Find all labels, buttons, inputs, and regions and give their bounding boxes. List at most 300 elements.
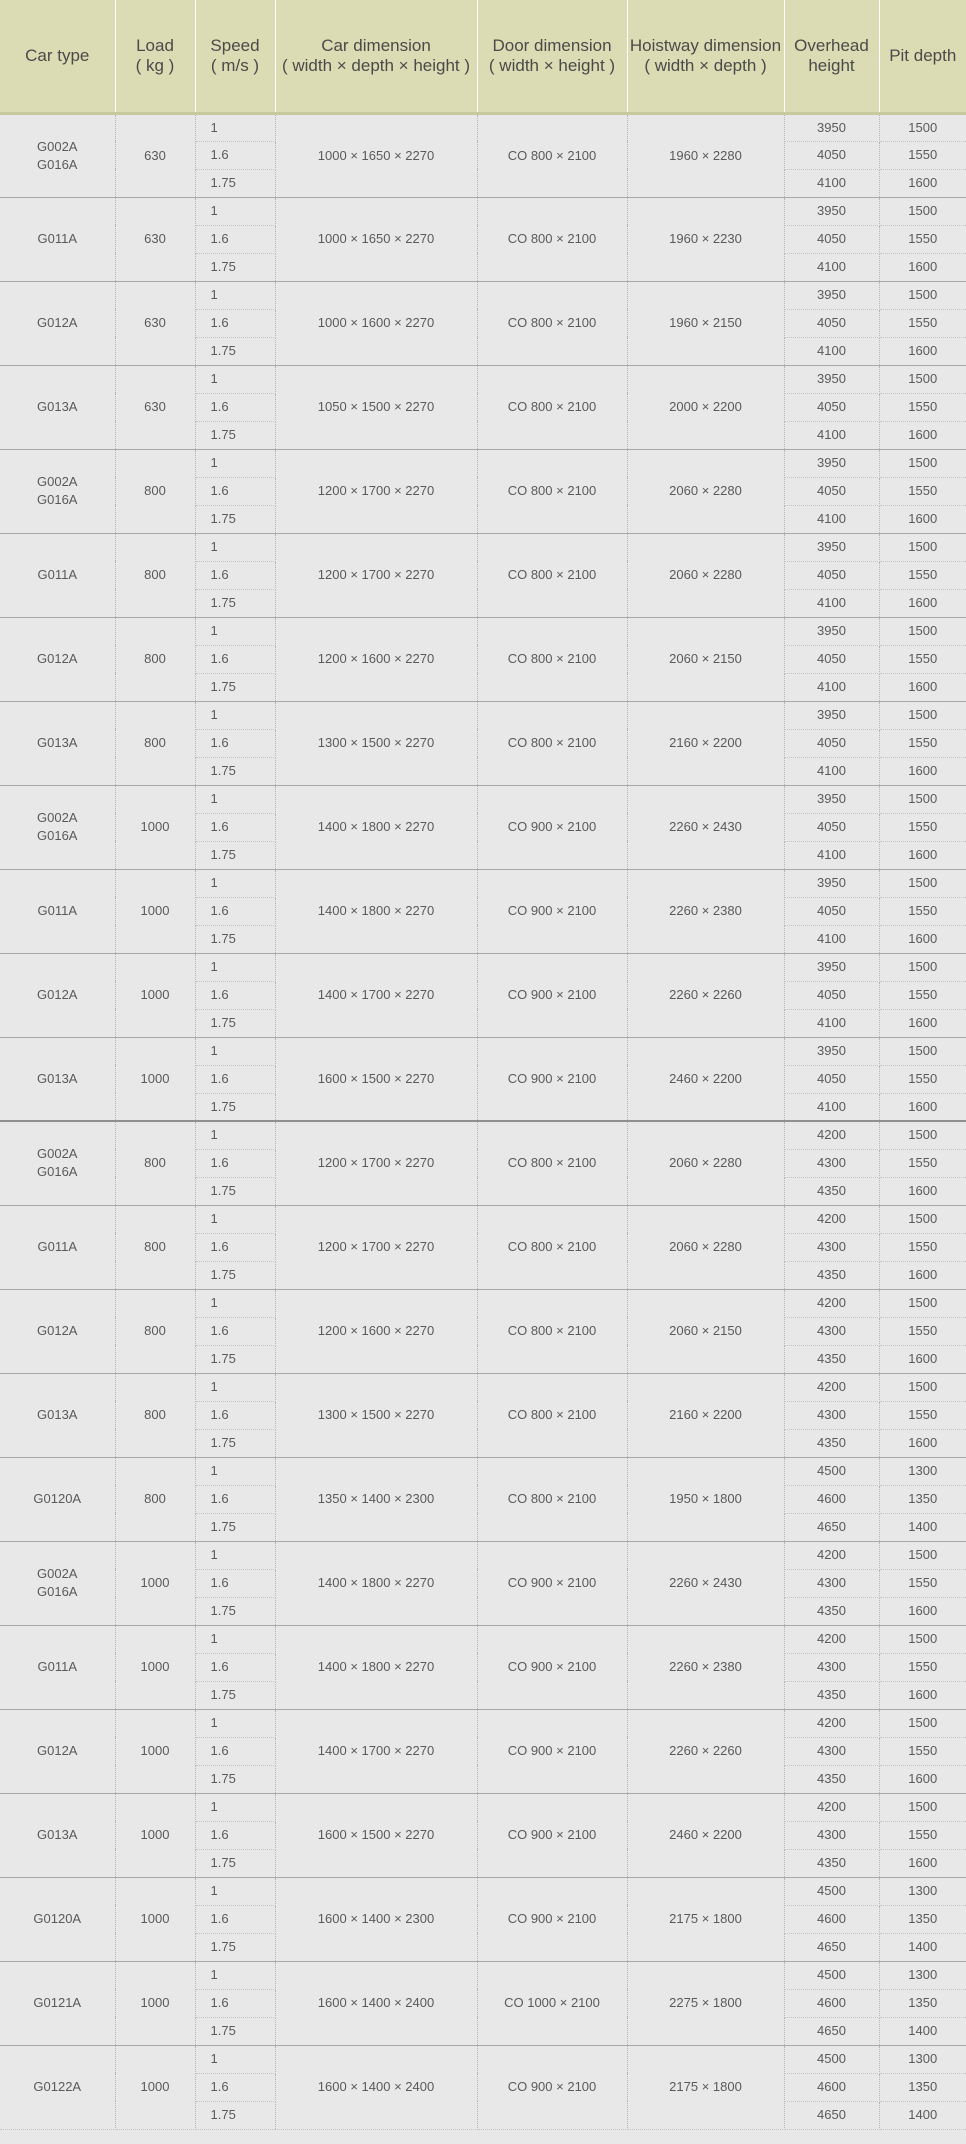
car-type-cell: G011A: [0, 533, 115, 617]
speed-cell: 1: [195, 701, 275, 729]
col-header-speed: Speed ( m/s ): [195, 0, 275, 113]
door-dimension-cell: CO 800 × 2100: [477, 1205, 627, 1289]
header-row: [0, 0, 966, 113]
car-dimension-cell: 1200 × 1700 × 2270: [275, 1205, 477, 1289]
pit-depth-cell: 1550: [879, 477, 966, 505]
pit-depth-cell: 1300: [879, 2045, 966, 2073]
load-cell: 800: [115, 617, 195, 701]
pit-depth-cell: 1600: [879, 337, 966, 365]
pit-depth-cell: 1600: [879, 589, 966, 617]
speed-cell: 1: [195, 953, 275, 981]
overhead-height-cell: 3950: [784, 365, 879, 393]
car-dimension-cell: 1400 × 1800 × 2270: [275, 1541, 477, 1625]
door-dimension-cell: CO 800 × 2100: [477, 113, 627, 197]
load-cell: 1000: [115, 785, 195, 869]
hoistway-dimension-cell: 2000 × 2200: [627, 365, 784, 449]
speed-cell: 1.6: [195, 141, 275, 169]
overhead-height-cell: 4300: [784, 1569, 879, 1597]
overhead-height-cell: 4350: [784, 1765, 879, 1793]
load-cell: 630: [115, 365, 195, 449]
car-dimension-cell: 1200 × 1600 × 2270: [275, 617, 477, 701]
pit-depth-cell: 1600: [879, 1345, 966, 1373]
overhead-height-cell: 4100: [784, 169, 879, 197]
speed-cell: 1: [195, 281, 275, 309]
load-cell: 1000: [115, 953, 195, 1037]
speed-cell: 1.6: [195, 1821, 275, 1849]
table-row: [0, 1625, 966, 1653]
speed-cell: 1: [195, 1457, 275, 1485]
pit-depth-cell: 1500: [879, 1121, 966, 1149]
speed-cell: 1: [195, 1793, 275, 1821]
door-dimension-cell: CO 800 × 2100: [477, 533, 627, 617]
overhead-height-cell: 3950: [784, 281, 879, 309]
speed-cell: 1.75: [195, 337, 275, 365]
hoistway-dimension-cell: 2260 × 2380: [627, 1625, 784, 1709]
overhead-height-cell: 4350: [784, 1177, 879, 1205]
speed-cell: 1.6: [195, 1233, 275, 1261]
car-type-cell: G012A: [0, 1289, 115, 1373]
pit-depth-cell: 1550: [879, 1317, 966, 1345]
table-row: [0, 1877, 966, 1905]
car-type-cell: G013A: [0, 1037, 115, 1121]
hoistway-dimension-cell: 2060 × 2150: [627, 1289, 784, 1373]
pit-depth-cell: 1550: [879, 813, 966, 841]
hoistway-dimension-cell: 2260 × 2260: [627, 953, 784, 1037]
pit-depth-cell: 1500: [879, 197, 966, 225]
car-type-cell: G002A G016A: [0, 1541, 115, 1625]
pit-depth-cell: 1600: [879, 1177, 966, 1205]
overhead-height-cell: 4100: [784, 1093, 879, 1121]
overhead-height-cell: 4200: [784, 1625, 879, 1653]
car-type-cell: G012A: [0, 1709, 115, 1793]
car-dimension-cell: 1600 × 1500 × 2270: [275, 1037, 477, 1121]
speed-cell: 1: [195, 365, 275, 393]
car-type-cell: G002A G016A: [0, 449, 115, 533]
speed-cell: 1.6: [195, 1317, 275, 1345]
speed-cell: 1.6: [195, 393, 275, 421]
pit-depth-cell: 1550: [879, 393, 966, 421]
pit-depth-cell: 1500: [879, 1709, 966, 1737]
speed-cell: 1.75: [195, 505, 275, 533]
speed-cell: 1.6: [195, 1485, 275, 1513]
overhead-height-cell: 4350: [784, 1681, 879, 1709]
speed-cell: 1: [195, 1037, 275, 1065]
overhead-height-cell: 4350: [784, 1849, 879, 1877]
pit-depth-cell: 1400: [879, 1513, 966, 1541]
speed-cell: 1: [195, 1373, 275, 1401]
pit-depth-cell: 1550: [879, 1401, 966, 1429]
overhead-height-cell: 4050: [784, 225, 879, 253]
pit-depth-cell: 1600: [879, 1429, 966, 1457]
speed-cell: 1.75: [195, 589, 275, 617]
speed-cell: 1: [195, 1541, 275, 1569]
pit-depth-cell: 1550: [879, 981, 966, 1009]
hoistway-dimension-cell: 2460 × 2200: [627, 1037, 784, 1121]
pit-depth-cell: 1550: [879, 1821, 966, 1849]
pit-depth-cell: 1500: [879, 533, 966, 561]
pit-depth-cell: 1500: [879, 1205, 966, 1233]
table-row: [0, 1037, 966, 1065]
speed-cell: 1.75: [195, 1681, 275, 1709]
overhead-height-cell: 4050: [784, 645, 879, 673]
pit-depth-cell: 1600: [879, 253, 966, 281]
overhead-height-cell: 4100: [784, 757, 879, 785]
speed-cell: 1.75: [195, 1177, 275, 1205]
load-cell: 1000: [115, 1037, 195, 1121]
door-dimension-cell: CO 800 × 2100: [477, 701, 627, 785]
overhead-height-cell: 4100: [784, 253, 879, 281]
car-dimension-cell: 1600 × 1400 × 2400: [275, 2045, 477, 2129]
door-dimension-cell: CO 800 × 2100: [477, 1457, 627, 1541]
speed-cell: 1.6: [195, 1569, 275, 1597]
overhead-height-cell: 4300: [784, 1317, 879, 1345]
door-dimension-cell: CO 800 × 2100: [477, 617, 627, 701]
car-dimension-cell: 1000 × 1650 × 2270: [275, 113, 477, 197]
overhead-height-cell: 4350: [784, 1345, 879, 1373]
pit-depth-cell: 1600: [879, 1009, 966, 1037]
speed-cell: 1.75: [195, 1009, 275, 1037]
table-row: [0, 1541, 966, 1569]
overhead-height-cell: 4200: [784, 1373, 879, 1401]
speed-cell: 1.6: [195, 1149, 275, 1177]
load-cell: 800: [115, 449, 195, 533]
overhead-height-cell: 3950: [784, 197, 879, 225]
overhead-height-cell: 4200: [784, 1205, 879, 1233]
col-header-hoistway-dimension: Hoistway dimension ( width × depth ): [627, 0, 784, 113]
overhead-height-cell: 4300: [784, 1149, 879, 1177]
pit-depth-cell: 1500: [879, 953, 966, 981]
load-cell: 630: [115, 197, 195, 281]
speed-cell: 1.75: [195, 421, 275, 449]
overhead-height-cell: 4050: [784, 1065, 879, 1093]
table-row: [0, 365, 966, 393]
table-row: [0, 1961, 966, 1989]
speed-cell: 1.6: [195, 1989, 275, 2017]
overhead-height-cell: 4650: [784, 2017, 879, 2045]
hoistway-dimension-cell: 2460 × 2200: [627, 1793, 784, 1877]
overhead-height-cell: 4650: [784, 1513, 879, 1541]
speed-cell: 1.75: [195, 1345, 275, 1373]
speed-cell: 1: [195, 197, 275, 225]
door-dimension-cell: CO 800 × 2100: [477, 365, 627, 449]
hoistway-dimension-cell: 1960 × 2230: [627, 197, 784, 281]
car-type-cell: G011A: [0, 869, 115, 953]
pit-depth-cell: 1600: [879, 1765, 966, 1793]
overhead-height-cell: 4100: [784, 841, 879, 869]
pit-depth-cell: 1350: [879, 1485, 966, 1513]
door-dimension-cell: CO 900 × 2100: [477, 785, 627, 869]
pit-depth-cell: 1500: [879, 1625, 966, 1653]
speed-cell: 1.75: [195, 1513, 275, 1541]
pit-depth-cell: 1500: [879, 281, 966, 309]
table-row: [0, 113, 966, 141]
pit-depth-cell: 1600: [879, 673, 966, 701]
overhead-height-cell: 4050: [784, 813, 879, 841]
pit-depth-cell: 1350: [879, 1989, 966, 2017]
load-cell: 800: [115, 533, 195, 617]
overhead-height-cell: 4050: [784, 981, 879, 1009]
load-cell: 1000: [115, 869, 195, 953]
pit-depth-cell: 1550: [879, 645, 966, 673]
table-row: [0, 1121, 966, 1149]
car-dimension-cell: 1000 × 1600 × 2270: [275, 281, 477, 365]
car-dimension-cell: 1200 × 1600 × 2270: [275, 1289, 477, 1373]
overhead-height-cell: 4100: [784, 925, 879, 953]
overhead-height-cell: 4100: [784, 673, 879, 701]
speed-cell: 1: [195, 113, 275, 141]
car-type-cell: G013A: [0, 365, 115, 449]
table-row: [0, 1205, 966, 1233]
load-cell: 800: [115, 1289, 195, 1373]
overhead-height-cell: 4500: [784, 2045, 879, 2073]
car-type-cell: G002A G016A: [0, 113, 115, 197]
car-type-cell: G0121A: [0, 1961, 115, 2045]
speed-cell: 1: [195, 1625, 275, 1653]
col-header-pit-depth: Pit depth: [879, 0, 966, 113]
door-dimension-cell: CO 900 × 2100: [477, 953, 627, 1037]
speed-cell: 1.75: [195, 1597, 275, 1625]
pit-depth-cell: 1500: [879, 1373, 966, 1401]
speed-cell: 1.6: [195, 477, 275, 505]
pit-depth-cell: 1500: [879, 1289, 966, 1317]
pit-depth-cell: 1600: [879, 1597, 966, 1625]
pit-depth-cell: 1600: [879, 925, 966, 953]
hoistway-dimension-cell: 2060 × 2280: [627, 449, 784, 533]
speed-cell: 1.6: [195, 897, 275, 925]
table-row: [0, 869, 966, 897]
load-cell: 1000: [115, 1541, 195, 1625]
overhead-height-cell: 4650: [784, 2101, 879, 2129]
door-dimension-cell: CO 900 × 2100: [477, 2045, 627, 2129]
car-dimension-cell: 1050 × 1500 × 2270: [275, 365, 477, 449]
car-dimension-cell: 1600 × 1500 × 2270: [275, 1793, 477, 1877]
load-cell: 800: [115, 701, 195, 785]
pit-depth-cell: 1550: [879, 1737, 966, 1765]
hoistway-dimension-cell: 2275 × 1800: [627, 1961, 784, 2045]
speed-cell: 1: [195, 617, 275, 645]
speed-cell: 1.75: [195, 1093, 275, 1121]
overhead-height-cell: 4300: [784, 1653, 879, 1681]
speed-cell: 1.6: [195, 225, 275, 253]
load-cell: 800: [115, 1457, 195, 1541]
overhead-height-cell: 3950: [784, 617, 879, 645]
pit-depth-cell: 1300: [879, 1457, 966, 1485]
car-type-cell: G012A: [0, 281, 115, 365]
car-dimension-cell: 1300 × 1500 × 2270: [275, 701, 477, 785]
overhead-height-cell: 3950: [784, 869, 879, 897]
speed-cell: 1.6: [195, 1065, 275, 1093]
door-dimension-cell: CO 900 × 2100: [477, 1709, 627, 1793]
pit-depth-cell: 1500: [879, 785, 966, 813]
speed-cell: 1.75: [195, 169, 275, 197]
overhead-height-cell: 4050: [784, 729, 879, 757]
door-dimension-cell: CO 900 × 2100: [477, 1793, 627, 1877]
load-cell: 800: [115, 1373, 195, 1457]
speed-cell: 1.6: [195, 981, 275, 1009]
pit-depth-cell: 1550: [879, 897, 966, 925]
speed-cell: 1: [195, 1289, 275, 1317]
overhead-height-cell: 4200: [784, 1289, 879, 1317]
speed-cell: 1.6: [195, 561, 275, 589]
car-type-cell: G013A: [0, 1793, 115, 1877]
overhead-height-cell: 4600: [784, 2073, 879, 2101]
car-dimension-cell: 1600 × 1400 × 2300: [275, 1877, 477, 1961]
speed-cell: 1: [195, 1709, 275, 1737]
speed-cell: 1: [195, 1961, 275, 1989]
pit-depth-cell: 1500: [879, 869, 966, 897]
overhead-height-cell: 4500: [784, 1961, 879, 1989]
pit-depth-cell: 1500: [879, 701, 966, 729]
overhead-height-cell: 4300: [784, 1233, 879, 1261]
overhead-height-cell: 4100: [784, 505, 879, 533]
door-dimension-cell: CO 800 × 2100: [477, 1373, 627, 1457]
car-dimension-cell: 1200 × 1700 × 2270: [275, 1121, 477, 1205]
door-dimension-cell: CO 800 × 2100: [477, 1289, 627, 1373]
pit-depth-cell: 1550: [879, 561, 966, 589]
table-body: [0, 113, 966, 2129]
overhead-height-cell: 3950: [784, 785, 879, 813]
hoistway-dimension-cell: 2175 × 1800: [627, 2045, 784, 2129]
speed-cell: 1.75: [195, 1261, 275, 1289]
overhead-height-cell: 4600: [784, 1989, 879, 2017]
col-header-overhead-height: Overhead height: [784, 0, 879, 113]
car-type-cell: G011A: [0, 1205, 115, 1289]
car-type-cell: G0122A: [0, 2045, 115, 2129]
pit-depth-cell: 1550: [879, 1065, 966, 1093]
table-row: [0, 701, 966, 729]
pit-depth-cell: 1600: [879, 1681, 966, 1709]
car-type-cell: G011A: [0, 1625, 115, 1709]
overhead-height-cell: 4050: [784, 477, 879, 505]
overhead-height-cell: 4500: [784, 1457, 879, 1485]
speed-cell: 1.6: [195, 1401, 275, 1429]
table-row: [0, 785, 966, 813]
pit-depth-cell: 1600: [879, 1261, 966, 1289]
hoistway-dimension-cell: 2160 × 2200: [627, 1373, 784, 1457]
overhead-height-cell: 4050: [784, 897, 879, 925]
overhead-height-cell: 4100: [784, 337, 879, 365]
table-row: [0, 533, 966, 561]
hoistway-dimension-cell: 2260 × 2430: [627, 1541, 784, 1625]
pit-depth-cell: 1300: [879, 1961, 966, 1989]
overhead-height-cell: 4050: [784, 561, 879, 589]
table-row: [0, 1373, 966, 1401]
pit-depth-cell: 1600: [879, 1093, 966, 1121]
car-type-cell: G011A: [0, 197, 115, 281]
door-dimension-cell: CO 900 × 2100: [477, 869, 627, 953]
table-row: [0, 1709, 966, 1737]
load-cell: 630: [115, 281, 195, 365]
door-dimension-cell: CO 900 × 2100: [477, 1541, 627, 1625]
pit-depth-cell: 1600: [879, 421, 966, 449]
car-type-cell: G013A: [0, 701, 115, 785]
overhead-height-cell: 4050: [784, 141, 879, 169]
pit-depth-cell: 1400: [879, 2017, 966, 2045]
table-row: [0, 1457, 966, 1485]
overhead-height-cell: 3950: [784, 1037, 879, 1065]
pit-depth-cell: 1550: [879, 225, 966, 253]
car-type-cell: G0120A: [0, 1457, 115, 1541]
overhead-height-cell: 3950: [784, 449, 879, 477]
speed-cell: 1.75: [195, 841, 275, 869]
load-cell: 1000: [115, 1625, 195, 1709]
speed-cell: 1: [195, 785, 275, 813]
col-header-car-type: Car type: [0, 0, 115, 113]
speed-cell: 1.75: [195, 1765, 275, 1793]
door-dimension-cell: CO 800 × 2100: [477, 281, 627, 365]
car-dimension-cell: 1200 × 1700 × 2270: [275, 533, 477, 617]
overhead-height-cell: 4100: [784, 589, 879, 617]
car-dimension-cell: 1400 × 1800 × 2270: [275, 785, 477, 869]
speed-cell: 1.6: [195, 1653, 275, 1681]
door-dimension-cell: CO 1000 × 2100: [477, 1961, 627, 2045]
speed-cell: 1.75: [195, 1849, 275, 1877]
pit-depth-cell: 1500: [879, 1037, 966, 1065]
speed-cell: 1.75: [195, 1933, 275, 1961]
pit-depth-cell: 1550: [879, 729, 966, 757]
speed-cell: 1.75: [195, 2101, 275, 2129]
pit-depth-cell: 1500: [879, 1541, 966, 1569]
load-cell: 1000: [115, 1877, 195, 1961]
car-type-cell: G0120A: [0, 1877, 115, 1961]
table-header: [0, 0, 966, 113]
table-row: [0, 281, 966, 309]
pit-depth-cell: 1600: [879, 1849, 966, 1877]
load-cell: 800: [115, 1121, 195, 1205]
load-cell: 1000: [115, 1793, 195, 1877]
overhead-height-cell: 4050: [784, 393, 879, 421]
speed-cell: 1: [195, 1877, 275, 1905]
pit-depth-cell: 1400: [879, 2101, 966, 2129]
overhead-height-cell: 4200: [784, 1541, 879, 1569]
door-dimension-cell: CO 800 × 2100: [477, 1121, 627, 1205]
speed-cell: 1.75: [195, 673, 275, 701]
overhead-height-cell: 4600: [784, 1905, 879, 1933]
table-row: [0, 617, 966, 645]
load-cell: 1000: [115, 1961, 195, 2045]
hoistway-dimension-cell: 2060 × 2280: [627, 533, 784, 617]
pit-depth-cell: 1500: [879, 1793, 966, 1821]
speed-cell: 1: [195, 869, 275, 897]
overhead-height-cell: 4300: [784, 1737, 879, 1765]
pit-depth-cell: 1550: [879, 1233, 966, 1261]
hoistway-dimension-cell: 2260 × 2430: [627, 785, 784, 869]
overhead-height-cell: 4200: [784, 1709, 879, 1737]
pit-depth-cell: 1550: [879, 309, 966, 337]
table-row: [0, 449, 966, 477]
hoistway-dimension-cell: 2160 × 2200: [627, 701, 784, 785]
pit-depth-cell: 1500: [879, 365, 966, 393]
speed-cell: 1: [195, 2045, 275, 2073]
pit-depth-cell: 1600: [879, 169, 966, 197]
overhead-height-cell: 4600: [784, 1485, 879, 1513]
pit-depth-cell: 1300: [879, 1877, 966, 1905]
overhead-height-cell: 4100: [784, 421, 879, 449]
speed-cell: 1.75: [195, 253, 275, 281]
load-cell: 800: [115, 1205, 195, 1289]
table-row: [0, 2045, 966, 2073]
pit-depth-cell: 1350: [879, 1905, 966, 1933]
hoistway-dimension-cell: 2060 × 2280: [627, 1205, 784, 1289]
door-dimension-cell: CO 900 × 2100: [477, 1037, 627, 1121]
car-type-cell: G002A G016A: [0, 1121, 115, 1205]
overhead-height-cell: 3950: [784, 701, 879, 729]
table-row: [0, 1289, 966, 1317]
pit-depth-cell: 1500: [879, 617, 966, 645]
speed-cell: 1: [195, 449, 275, 477]
pit-depth-cell: 1500: [879, 449, 966, 477]
overhead-height-cell: 4350: [784, 1261, 879, 1289]
